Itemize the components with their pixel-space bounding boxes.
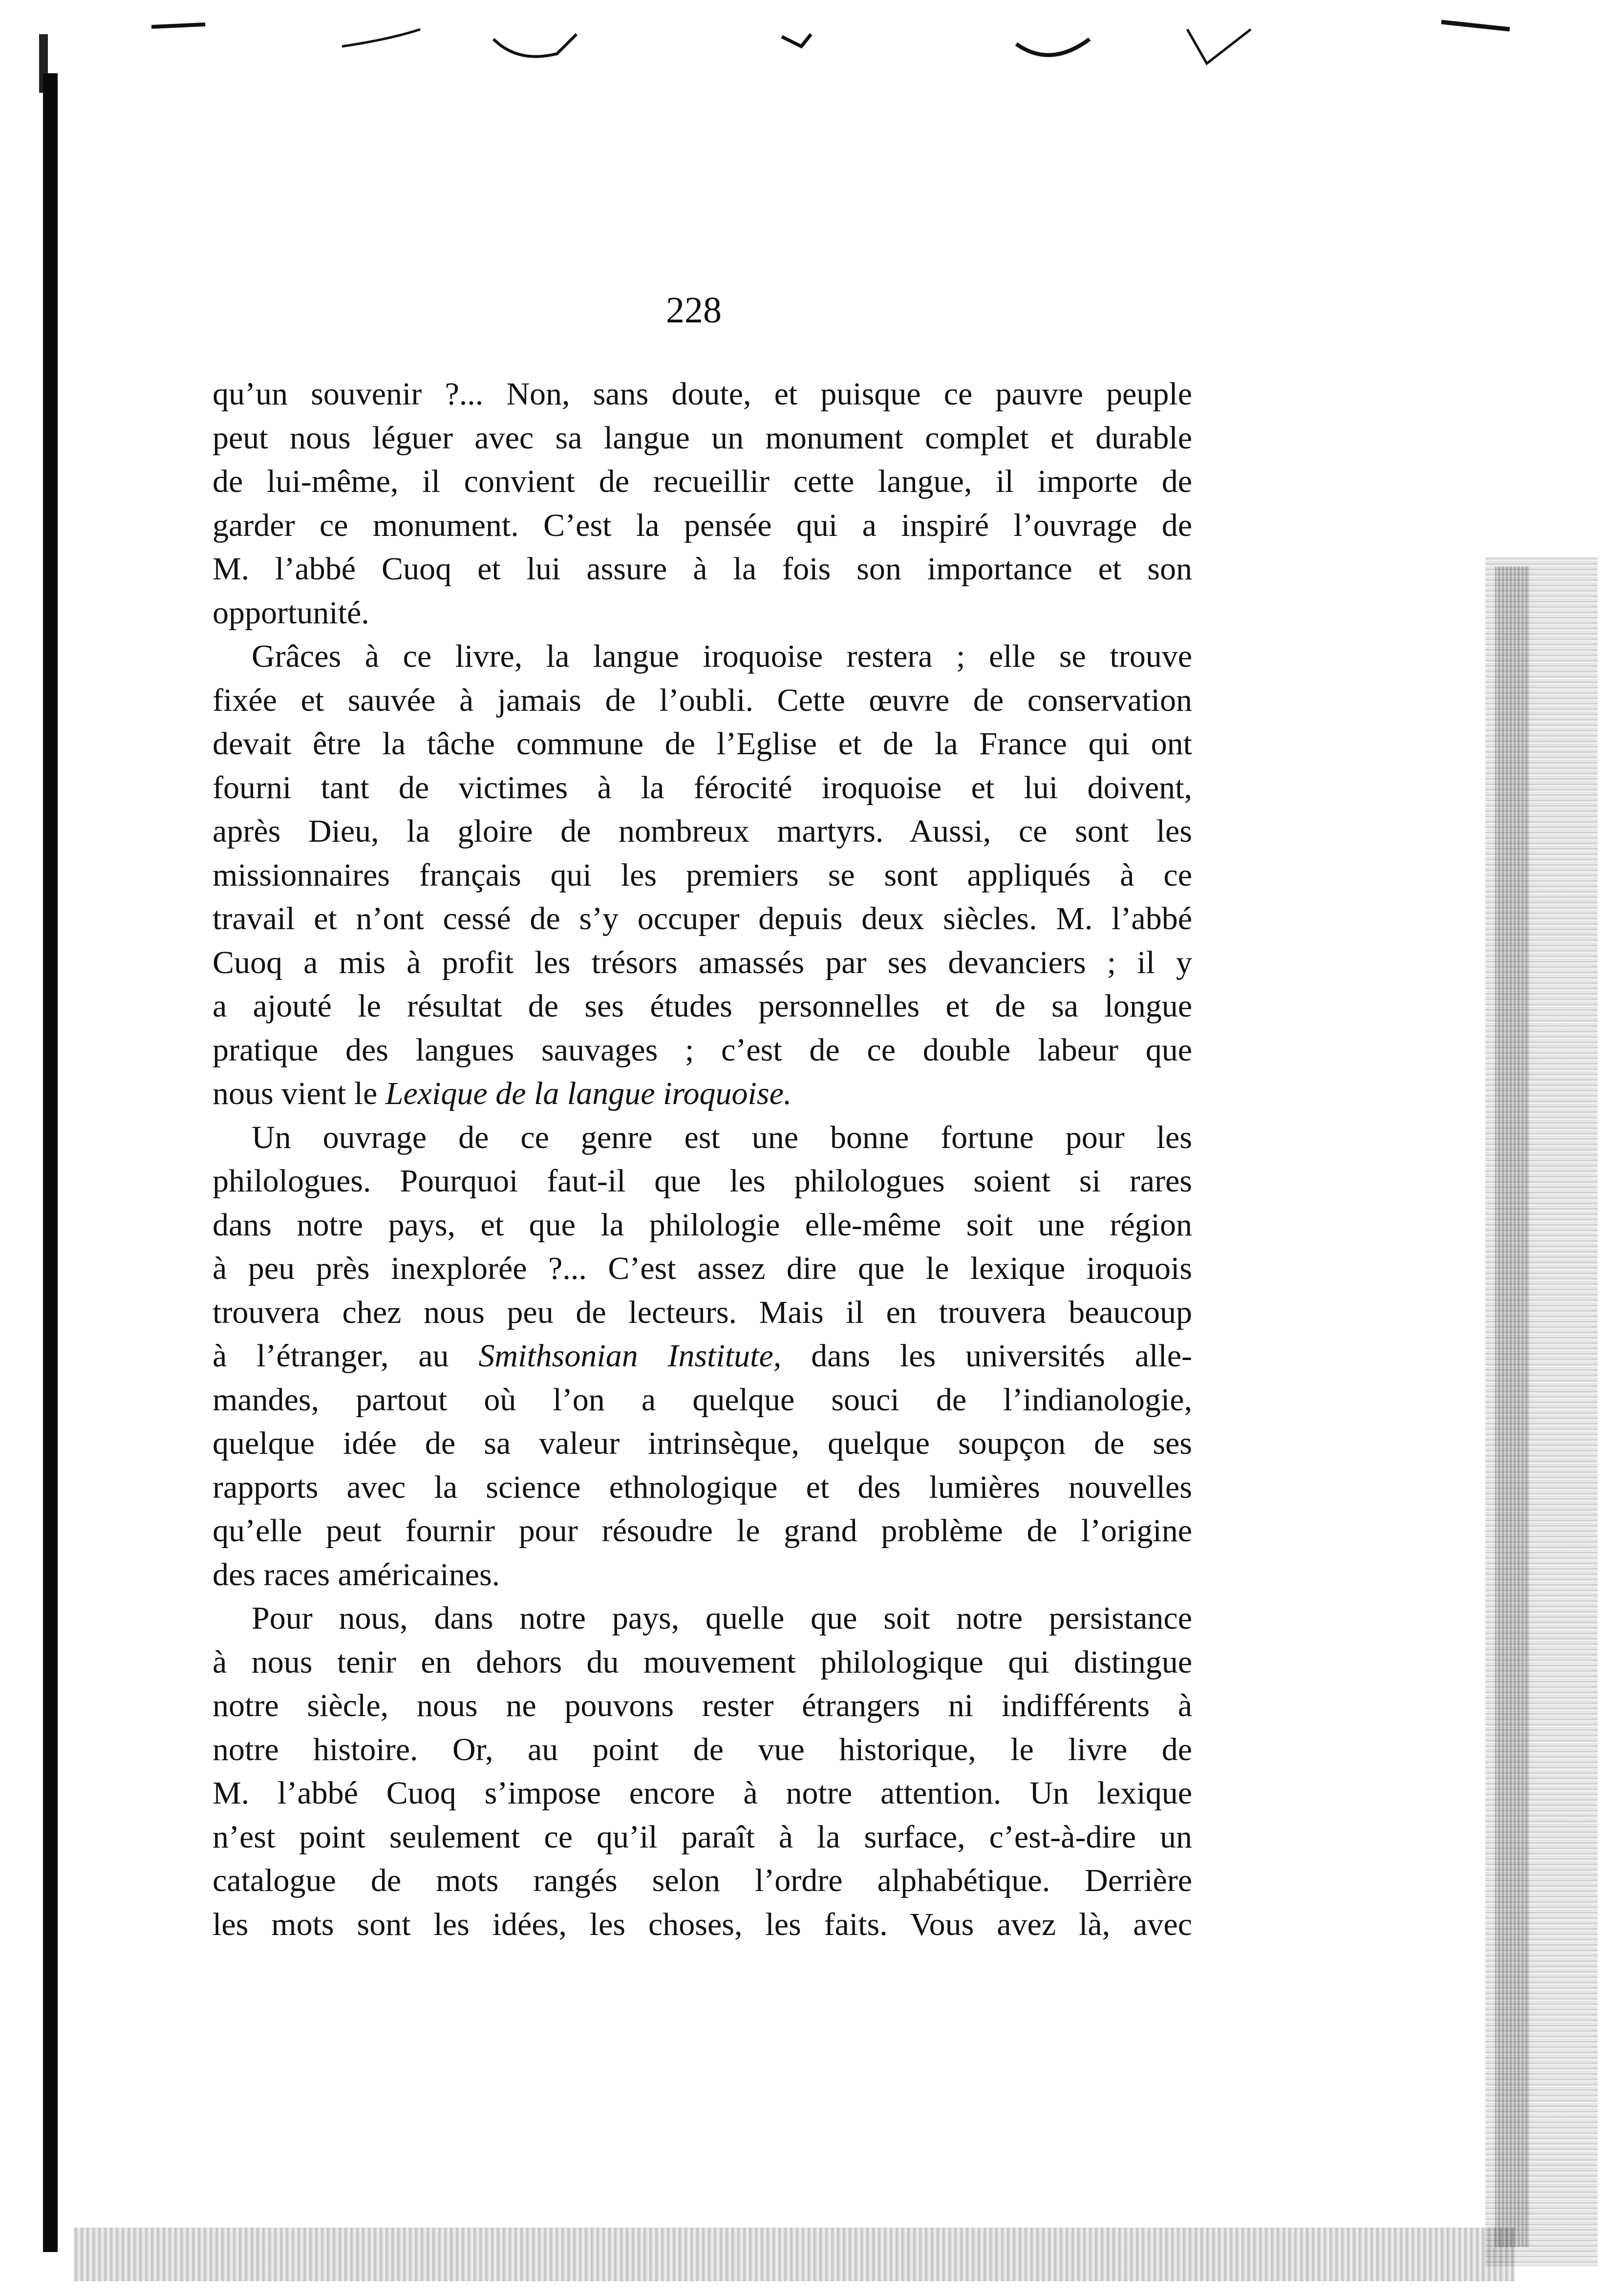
text-line: rapports avec la science ethnologique et des lumières nouvelles <box>213 1469 1192 1505</box>
paragraph-3 <box>213 1116 1192 1597</box>
text-line: missionnaires français qui les premiers se sont appliqués à ce <box>213 857 1192 893</box>
text-line: quelque idée de sa valeur intrinsèque, quelque soupçon de ses <box>213 1425 1192 1461</box>
text-fragment: nous vient le <box>213 1076 385 1111</box>
text-line: garder ce monument. C’est la pensée qui a inspiré l’ouvrage de <box>213 507 1192 543</box>
text-fragment: dans les universités alle- <box>781 1338 1192 1374</box>
text-line: dans notre pays, et que la philologie elle-même soit une région <box>213 1207 1192 1243</box>
text-line: Grâces à ce livre, la langue iroquoise restera ; elle se trouve <box>252 638 1192 674</box>
text-line: trouvera chez nous peu de lecteurs. Mais il en trouvera beaucoup <box>213 1294 1192 1330</box>
text-line: pratique des langues sauvages ; c’est de ce double labeur que <box>213 1032 1192 1068</box>
text-line: notre siècle, nous ne pouvons rester étrangers ni indifférents à <box>213 1688 1192 1723</box>
text-line: à nous tenir en dehors du mouvement philologique qui distingue <box>213 1644 1192 1680</box>
text-line: opportunité. <box>213 595 369 631</box>
institution-name: Smithsonian Institute, <box>478 1338 782 1374</box>
text-line: n’est point seulement ce qu’il paraît à la surface, c’est-à-dire un <box>213 1819 1192 1855</box>
text-line: après Dieu, la gloire de nombreux martyrs. Aussi, ce sont les <box>213 813 1192 849</box>
text-line: qu’elle peut fournir pour résoudre le grand problème de l’origine <box>213 1513 1192 1549</box>
text-line: de lui-même, il convient de recueillir cette langue, il importe de <box>213 464 1192 499</box>
paragraph-1 <box>213 372 1192 635</box>
text-line: des races américaines. <box>213 1556 500 1593</box>
text-line: fourni tant de victimes à la férocité iroquoise et lui doivent, <box>213 769 1192 806</box>
bottom-edge-smear <box>73 2228 1515 2281</box>
text-line: qu’un souvenir ?... Non, sans doute, et puisque ce pauvre peuple <box>213 376 1192 412</box>
scan-artifacts-top <box>0 0 1605 98</box>
text-line: travail et n’ont cessé de s’y occuper depuis deux siècles. M. l’abbé <box>213 901 1192 936</box>
text-line: mandes, partout où l’on a quelque souci de l’indianologie, <box>213 1382 1192 1418</box>
text-line: Pour nous, dans notre pays, quelle que soit notre persistance <box>252 1600 1192 1636</box>
text-line: philologues. Pourquoi faut-il que les philologues soient si rares <box>213 1163 1192 1199</box>
text-fragment: à l’étranger, au <box>213 1338 479 1374</box>
text-line: M. l’abbé Cuoq et lui assure à la fois son importance et son <box>213 551 1192 587</box>
text-line: à peu près inexplorée ?... C’est assez dire que le lexique iroquois <box>213 1251 1192 1286</box>
right-edge-smear-core <box>1495 567 1529 2247</box>
paragraph-2 <box>213 635 1192 1116</box>
text-line: peut nous léguer avec sa langue un monument complet et durable <box>213 420 1192 456</box>
text-line: Un ouvrage de ce genre est une bonne fortune pour les <box>252 1119 1192 1155</box>
text-line: fixée et sauvée à jamais de l’oubli. Cette œuvre de conservation <box>213 682 1192 718</box>
body-text <box>213 372 1192 1946</box>
binding-edge <box>43 73 58 2252</box>
text-line: M. l’abbé Cuoq s’impose encore à notre attention. Un lexique <box>213 1775 1192 1811</box>
text-line: devait être la tâche commune de l’Eglise et de la France qui ont <box>213 726 1192 762</box>
text-line-with-institution <box>213 1334 1192 1378</box>
paragraph-4 <box>213 1596 1192 1946</box>
text-line: notre histoire. Or, au point de vue historique, le livre de <box>213 1731 1192 1767</box>
text-line: a ajouté le résultat de ses études personnelles et de sa longue <box>213 988 1192 1024</box>
text-line-with-title <box>213 1072 1192 1116</box>
book-title: Lexique de la langue iroquoise. <box>385 1076 792 1111</box>
text-line: Cuoq a mis à profit les trésors amassés par ses devanciers ; il y <box>213 944 1192 980</box>
text-line: catalogue de mots rangés selon l’ordre alphabétique. Derrière <box>213 1863 1192 1898</box>
text-line: les mots sont les idées, les choses, les faits. Vous avez là, avec <box>213 1906 1192 1942</box>
page-number: 228 <box>666 290 722 331</box>
